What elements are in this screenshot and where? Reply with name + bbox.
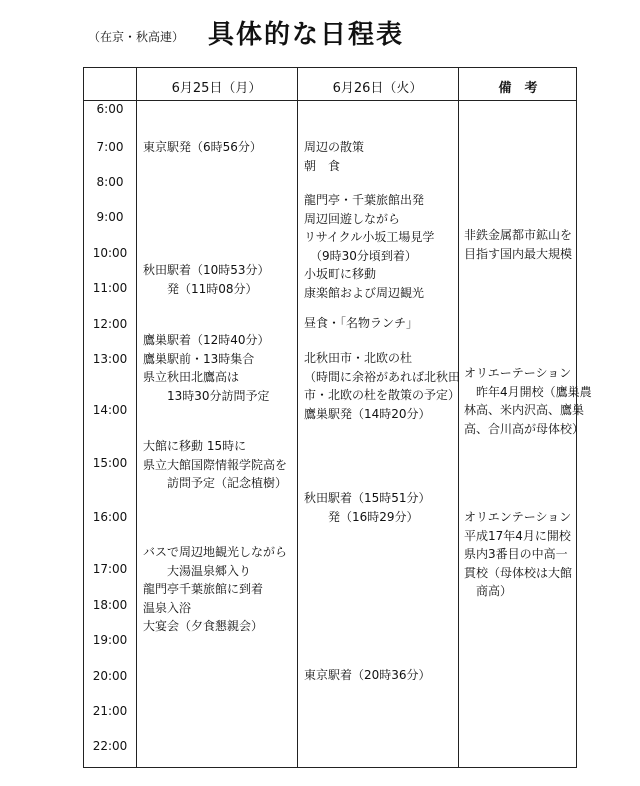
day2-entry: 東京駅着（20時36分）: [304, 668, 431, 682]
day1-entry: 秋田駅着（10時53分） 発（11時08分）: [143, 263, 270, 296]
time-label: 9:00: [96, 210, 124, 224]
time-label: 13:00: [92, 352, 128, 366]
header-day2: 6月26日（火）: [332, 81, 423, 96]
time-label: 20:00: [92, 669, 128, 683]
day2-entry: 北秋田市・北欧の杜 （時間に余裕があれば北秋田 市・北欧の杜を散策の予定） 鷹巣駅発（14時20分）: [304, 351, 461, 421]
time-label: 17:00: [92, 562, 128, 576]
time-label: 12:00: [92, 317, 128, 331]
time-label: 11:00: [92, 281, 128, 295]
day1-entry: 鷹巣駅着（12時40分） 鷹巣駅前・13時集合 県立秋田北鷹高は 13時30分訪問予定: [143, 333, 270, 403]
time-label: 7:00: [96, 140, 124, 154]
day1-entry: バスで周辺地観光しながら 大湯温泉郷入り 龍門亭千葉旅館に到着 温泉入浴 大宴会（夕食懇親会）: [143, 545, 288, 633]
header-notes: 備 考: [498, 81, 538, 96]
time-label: 21:00: [92, 704, 128, 718]
notes-entry: 非鉄金属都市鉱山を 目指す国内最大規模: [464, 228, 573, 261]
time-label: 16:00: [92, 510, 128, 524]
day2-entry: 昼食・「名物ランチ」: [304, 316, 419, 330]
time-label: 18:00: [92, 598, 128, 612]
day1-column-divider: [297, 68, 298, 767]
time-column-divider: [136, 68, 137, 767]
time-label: 19:00: [92, 633, 128, 647]
day2-entry: 周辺の散策 朝 食: [304, 140, 365, 173]
day1-entry: 東京駅発（6時56分）: [143, 140, 262, 154]
time-label: 22:00: [92, 739, 128, 753]
time-label: 14:00: [92, 403, 128, 417]
time-label: 6:00: [96, 102, 124, 116]
notes-entry: オリエンテーション 平成17年4月に開校 県内3番目の中高一 貫校（母体校は大館 商高）: [464, 510, 573, 598]
day2-entry: 秋田駅着（15時51分） 発（16時29分）: [304, 491, 431, 524]
notes-entry: オリエーテーション 昨年4月開校（鷹巣農 林高、米内沢高、鷹巣 高、合川高が母体校）: [464, 366, 592, 436]
header-divider: [84, 100, 576, 101]
day1-entry: 大館に移動 15時に 県立大館国際情報学院高を 訪問予定（記念植樹）: [143, 439, 288, 490]
time-label: 15:00: [92, 456, 128, 470]
day2-entry: 龍門亭・千葉旅館出発 周辺回遊しながら リサイクル小坂工場見学 （9時30分頃到着） 小坂町に移動 康楽館および周辺観光: [304, 193, 435, 300]
schedule-table: [83, 67, 592, 768]
header-day1: 6月25日（月）: [171, 81, 262, 96]
page-title: 具体的な日程表: [208, 20, 405, 50]
time-label: 10:00: [92, 246, 128, 260]
organization-label: （在京・秋高連）: [88, 30, 185, 44]
time-label: 8:00: [96, 175, 124, 189]
